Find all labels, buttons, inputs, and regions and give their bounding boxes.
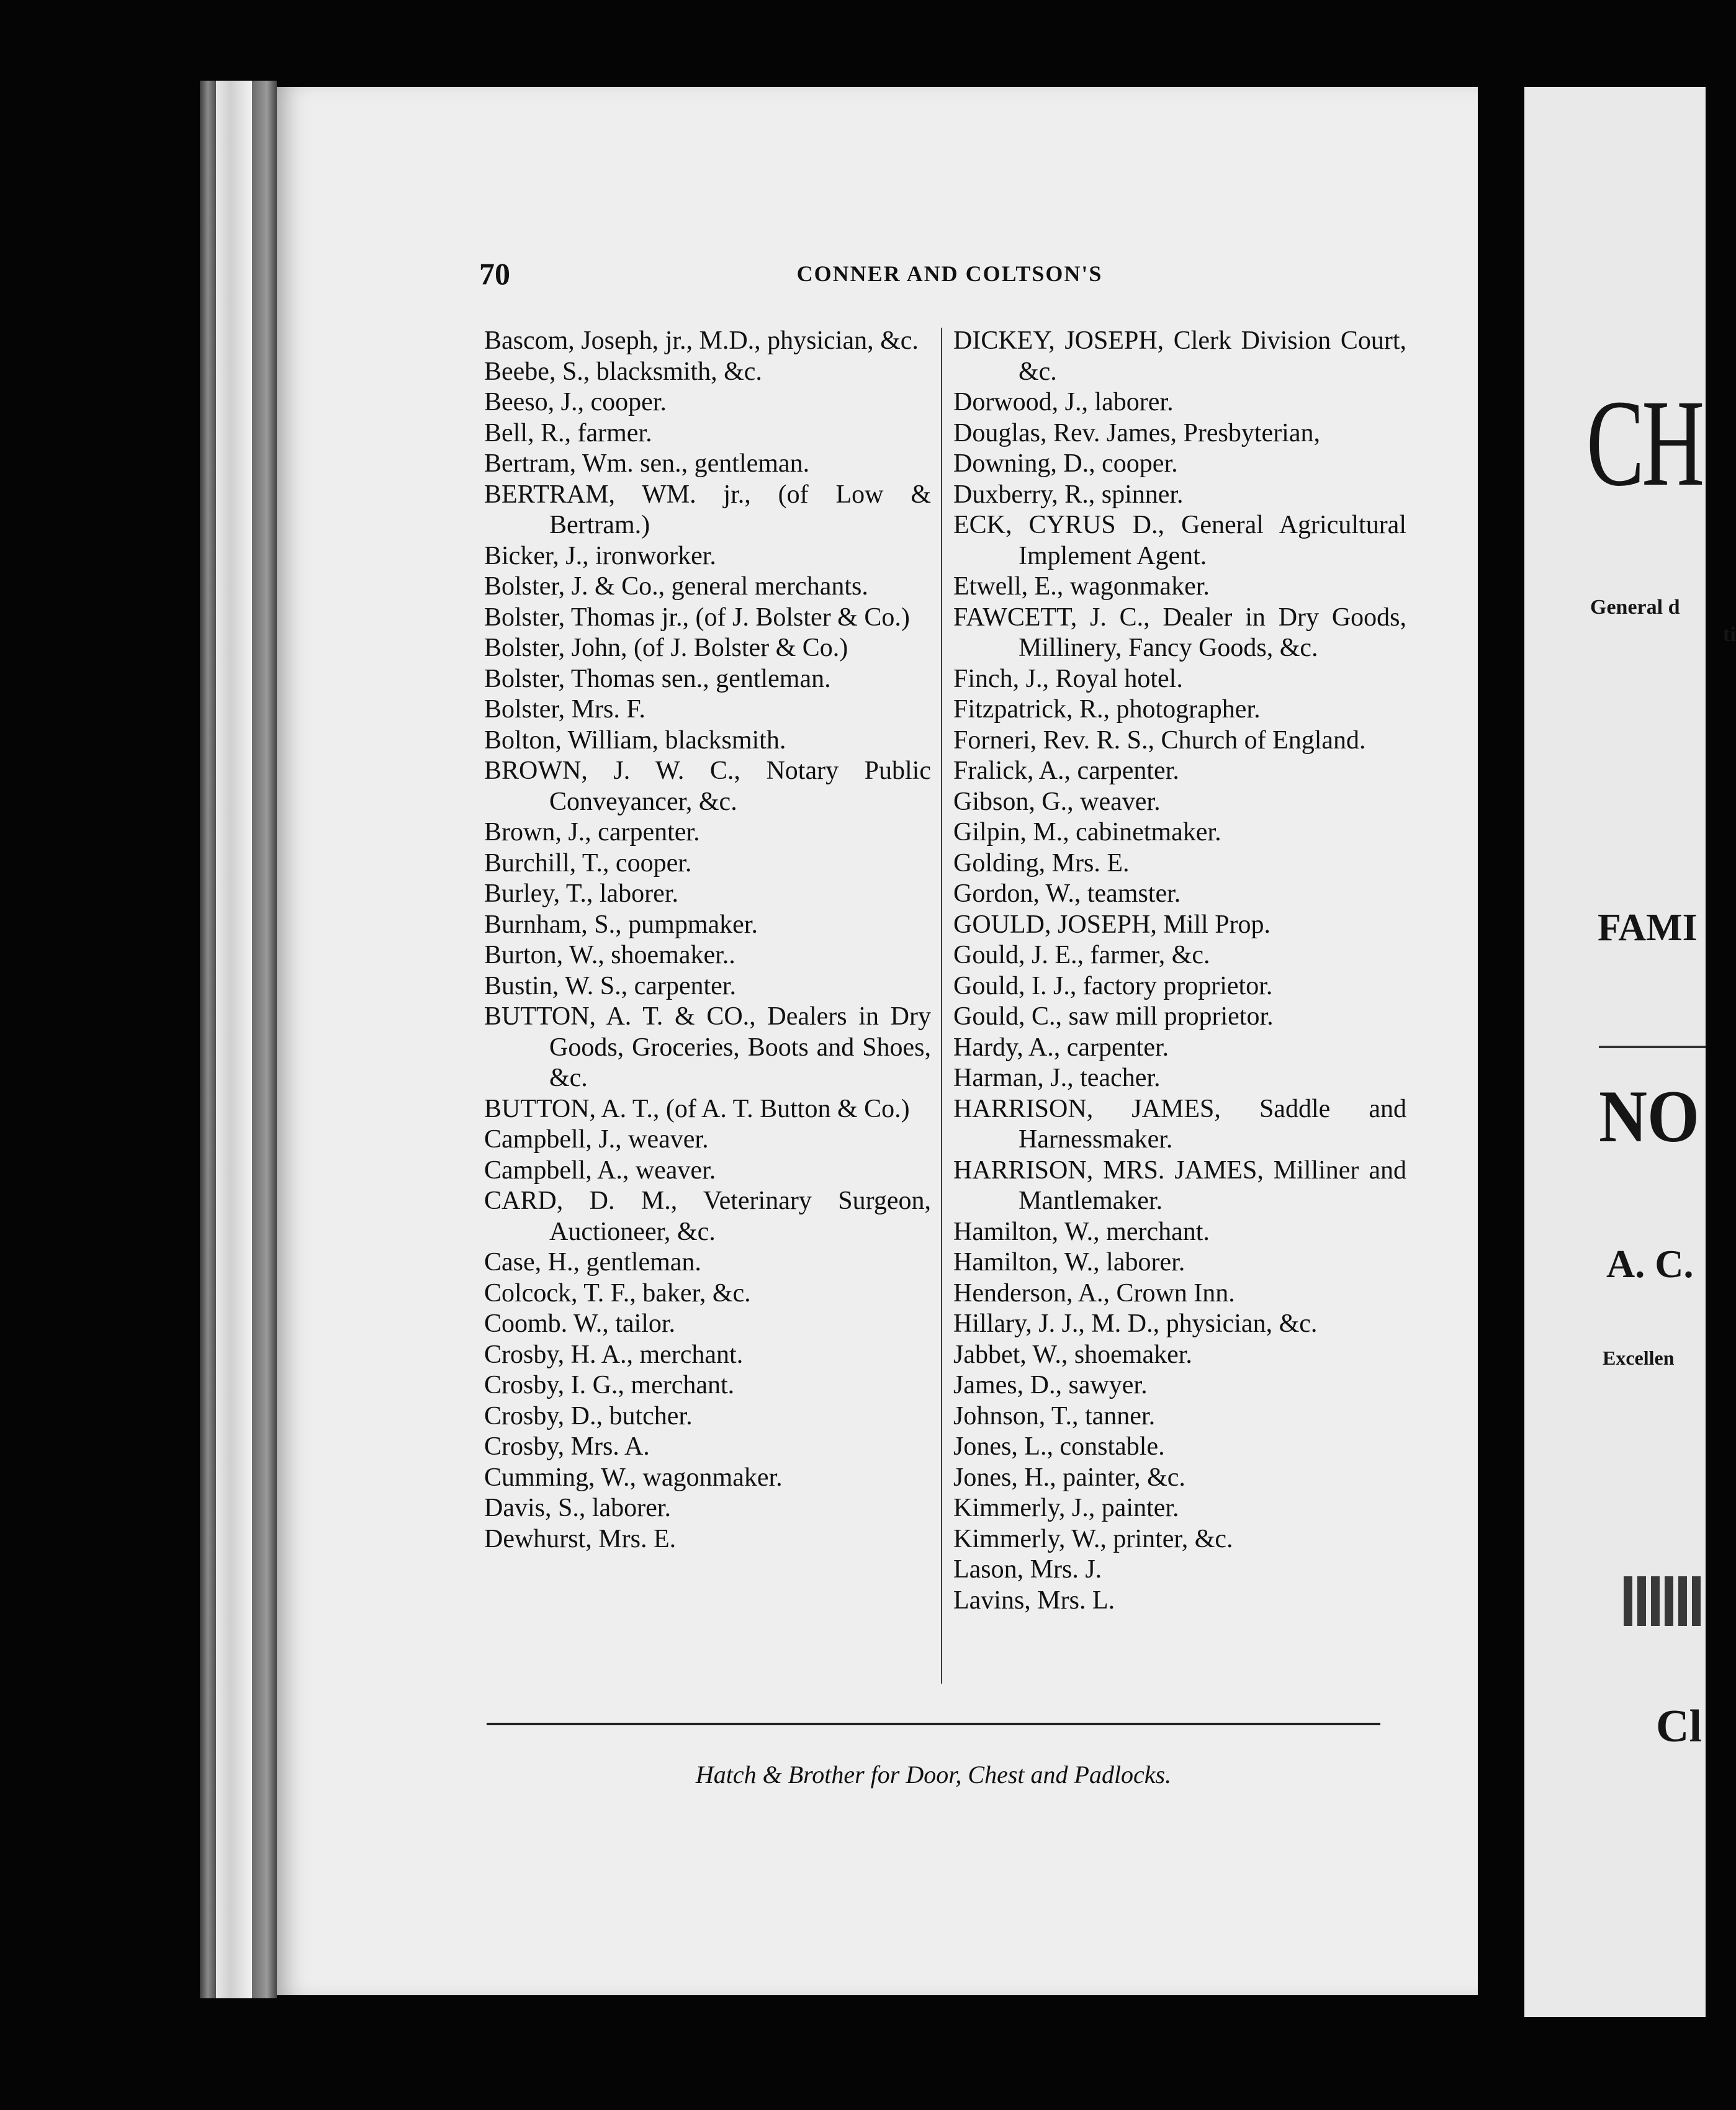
directory-entry: Jones, H., painter, &c.: [953, 1463, 1185, 1492]
directory-entry: Douglas, Rev. James, Presbyterian,: [953, 418, 1320, 447]
directory-entry: Johnson, T., tanner.: [953, 1401, 1156, 1430]
directory-column-left: [484, 326, 931, 1555]
directory-entry: Bolster, John, (of J. Bolster & Co.): [484, 634, 848, 662]
directory-entry: Forneri, Rev. R. S., Church of England.: [953, 725, 1366, 755]
directory-entry: GOULD, JOSEPH, Mill Prop.: [953, 910, 1271, 939]
directory-entry: Cumming, W., wagonmaker.: [484, 1463, 783, 1492]
directory-entry: ECK, CYRUS D., General Agricultural Implement Agent.: [953, 511, 1406, 570]
directory-entry: HARRISON, JAMES, Saddle and Harnessmaker.: [953, 1094, 1406, 1154]
directory-entry: Campbell, J., weaver.: [484, 1125, 709, 1154]
directory-entry: Bertram, Wm. sen., gentleman.: [484, 449, 810, 478]
directory-entry: Bolster, Thomas sen., gentleman.: [484, 664, 831, 693]
directory-entry: Fitzpatrick, R., photographer.: [953, 695, 1261, 724]
directory-entry: Gould, C., saw mill proprietor.: [953, 1002, 1274, 1031]
column-divider: [941, 328, 942, 1684]
directory-entry: Lavins, Mrs. L.: [953, 1586, 1115, 1615]
directory-entry: Finch, J., Royal hotel.: [953, 664, 1183, 693]
directory-entry: BUTTON, A. T. & CO., Dealers in Dry Goods, Groceries, Boots and Shoes, &c.: [484, 1002, 931, 1092]
directory-entry: Bicker, J., ironworker.: [484, 541, 716, 570]
directory-entry: Gould, J. E., farmer, &c.: [953, 941, 1210, 969]
directory-entry: Case, H., gentleman.: [484, 1248, 701, 1277]
directory-entry: Hamilton, W., laborer.: [953, 1248, 1185, 1277]
footer-advert: Hatch & Brother for Door, Chest and Padlocks.: [695, 1761, 1172, 1789]
directory-entry: BROWN, J. W. C., Notary Public Conveyancer, &c.: [484, 756, 931, 816]
directory-entry: Bolster, Mrs. F.: [484, 695, 645, 724]
directory-entry: Colcock, T. F., baker, &c.: [484, 1278, 751, 1308]
directory-entry: HARRISON, MRS. JAMES, Milliner and Mantlemaker.: [953, 1156, 1406, 1215]
directory-entry: Kimmerly, J., painter.: [953, 1494, 1179, 1522]
directory-entry: FAWCETT, J. C., Dealer in Dry Goods, Millinery, Fancy Goods, &c.: [953, 603, 1406, 662]
directory-entry: Lason, Mrs. J.: [953, 1555, 1102, 1584]
directory-entry: Kimmerly, W., printer, &c.: [953, 1524, 1233, 1553]
directory-entry: Hillary, J. J., M. D., physician, &c.: [953, 1309, 1318, 1338]
page-number: 70: [479, 256, 510, 291]
directory-entry: Gibson, G., weaver.: [953, 787, 1161, 816]
directory-entry: Gordon, W., teamster.: [953, 879, 1181, 908]
directory-entry: Bolster, Thomas jr., (of J. Bolster & Co.): [484, 603, 910, 632]
directory-column-right: [953, 326, 1406, 1616]
directory-entry: Gould, I. J., factory proprietor.: [953, 971, 1273, 1000]
directory-entry: Harman, J., teacher.: [953, 1064, 1161, 1092]
directory-entry: Beeso, J., cooper.: [484, 388, 667, 416]
directory-entry: Dewhurst, Mrs. E.: [484, 1524, 677, 1553]
directory-entry: Hamilton, W., merchant.: [953, 1217, 1210, 1246]
directory-entry: Bolton, William, blacksmith.: [484, 725, 786, 755]
adjacent-heading-family: FAMI: [1598, 907, 1698, 949]
adjacent-heading: CH: [1586, 375, 1702, 512]
directory-entry: Crosby, I. G., merchant.: [484, 1371, 735, 1399]
running-head: CONNER AND COLTSON'S: [796, 261, 1103, 286]
directory-entry: Golding, Mrs. E.: [953, 848, 1130, 878]
adjacent-page: [1524, 87, 1736, 2017]
adjacent-line-ti: ti: [1723, 623, 1736, 646]
directory-entry: Etwell, E., wagonmaker.: [953, 572, 1210, 601]
directory-entry: Davis, S., laborer.: [484, 1494, 671, 1522]
directory-entry: Coomb. W., tailor.: [484, 1309, 676, 1338]
adjacent-ornament: [1624, 1576, 1706, 1626]
directory-entry: Henderson, A., Crown Inn.: [953, 1278, 1235, 1308]
directory-entry: Crosby, H. A., merchant.: [484, 1340, 744, 1369]
footer-rule: [487, 1723, 1380, 1725]
book-edge-shadow: [252, 81, 277, 1998]
directory-entry: Duxberry, R., spinner.: [953, 480, 1184, 509]
directory-entry: Brown, J., carpenter.: [484, 818, 700, 846]
adjacent-line-excellent: Excellen: [1603, 1347, 1675, 1369]
directory-entry: Gilpin, M., cabinetmaker.: [953, 818, 1221, 846]
directory-entry: Jones, L., constable.: [953, 1432, 1165, 1461]
directory-entry: Bascom, Joseph, jr., M.D., physician, &c.: [484, 326, 919, 355]
directory-entry: CARD, D. M., Veterinary Surgeon, Auctioneer, &c.: [484, 1187, 931, 1246]
directory-entry: Bustin, W. S., carpenter.: [484, 971, 736, 1000]
adjacent-heading-ac: A. C.: [1606, 1242, 1694, 1286]
directory-entry: Burley, T., laborer.: [484, 879, 678, 908]
directory-entry: BERTRAM, WM. jr., (of Low & Bertram.): [484, 480, 931, 539]
directory-entry: Burton, W., shoemaker..: [484, 941, 735, 969]
directory-entry: Burnham, S., pumpmaker.: [484, 910, 758, 939]
directory-entry: Bell, R., farmer.: [484, 418, 652, 447]
directory-entry: DICKEY, JOSEPH, Clerk Division Court, &c.: [953, 326, 1406, 386]
directory-entry: Jabbet, W., shoemaker.: [953, 1340, 1192, 1369]
directory-entry: Crosby, D., butcher.: [484, 1401, 693, 1430]
adjacent-heading-no: NO: [1599, 1075, 1699, 1157]
book-edge-pages: [216, 81, 252, 1998]
directory-entry: Dorwood, J., laborer.: [953, 388, 1174, 416]
directory-entry: Fralick, A., carpenter.: [953, 756, 1179, 785]
directory-entry: BUTTON, A. T., (of A. T. Button & Co.): [484, 1094, 910, 1123]
adjacent-line-general: General d: [1590, 596, 1680, 619]
adjacent-heading-cl: Cl: [1656, 1701, 1702, 1752]
book-edge-dark: [200, 81, 216, 1998]
directory-entry: James, D., sawyer.: [953, 1371, 1148, 1399]
directory-entry: Campbell, A., weaver.: [484, 1156, 716, 1185]
adjacent-rule: [1599, 1046, 1706, 1048]
directory-entry: Hardy, A., carpenter.: [953, 1033, 1169, 1062]
directory-entry: Downing, D., cooper.: [953, 449, 1178, 478]
directory-entry: Beebe, S., blacksmith, &c.: [484, 357, 762, 386]
directory-entry: Burchill, T., cooper.: [484, 848, 692, 878]
directory-entry: Crosby, Mrs. A.: [484, 1432, 650, 1461]
directory-entry: Bolster, J. & Co., general merchants.: [484, 572, 868, 601]
